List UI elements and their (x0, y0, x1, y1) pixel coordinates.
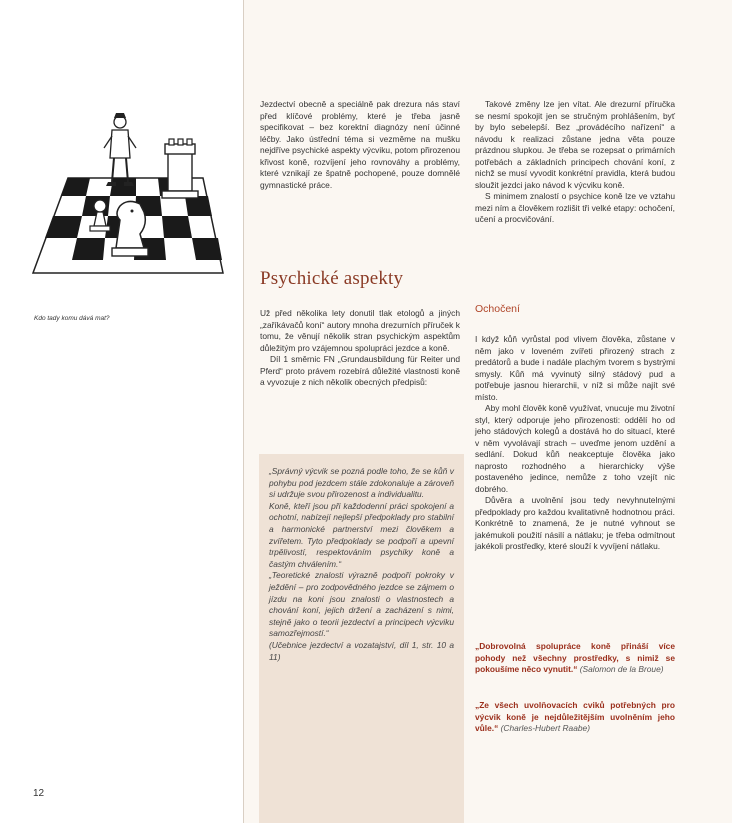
quote-text: „Ze všech uvolňovacích cviků potřebných pro výcvik koně je nejdůležitějším uvolněním jeho vůle.“ (475, 700, 675, 733)
red-quote-1 (475, 641, 675, 676)
red-quote-2 (475, 700, 675, 735)
psych-text (260, 308, 460, 389)
quote-text: „Dobrovolná spolupráce koně přináší více pohody než všechny prostředky, s nimiž se pokoušíme něco vynutit.“ (475, 641, 675, 674)
page-number: 12 (33, 788, 45, 799)
quote-paragraph: „Teoretické znalosti výrazně podpoří pokroky v ježdění – pro zodpovědného jezdce se zájmem o jízdu na koni jsou znalosti o vlastnostech a chování koní, jejich držení a zacházení s nimi, stejně jako o teorii jezdectví a principech výcviku samozřejmostí.“ (269, 570, 454, 639)
paragraph: Už před několika lety donutil tlak etologů a jiných „zaříkávačů koní“ autory mnoha drezurních příruček k tomu, že věnují několik stran psychickým aspektům důležitým pro vzájemnou spolupráci jezdce a koně. (260, 308, 460, 353)
quote-author: (Charles-Hubert Raabe) (500, 723, 590, 733)
quote-paragraph: Koně, kteří jsou při každodenní práci spokojení a ochotní, nabízejí nejlepší předpoklady pro stabilní a harmonické partnerství mezi člověkem a zvířetem. Tyto předpoklady se podpoří a upevní trpělivostí, respektováním psychiky koně a častým chválením.“ (269, 500, 454, 569)
horseman-figure (104, 113, 136, 186)
col2-top-text (475, 99, 675, 226)
illustration-caption: Kdo tady komu dává mat? (34, 315, 110, 322)
paragraph: Jezdectví obecně a speciálně pak drezura nás staví před klíčové problémy, které je třeba jasně specifikovat – bez korektní diagnózy není účinné léčby. Jako ústřední téma si vezměme na mušku nejdříve psychické aspekty výcviku, potom přirozenou křivost koně, rozvíjení jeho rovnováhy a problémy, které vznikají ze špatně pochopené, pouze domnělé gymnastické práce. (260, 99, 460, 190)
section-heading-psych: Psychické aspekty (260, 268, 404, 289)
quote-author: (Salomon de la Broue) (579, 664, 664, 674)
paragraph: I když kůň vyrůstal pod vlivem člověka, zůstane v něm jako v loveném zvířeti přirozený strach z predátorů a bude i nadále plachým tvorem s bystrými smysly. Kůň má vyvinutý silný stádový pud a potřebuje jasnou hierarchii, v níž si může najít své místo. (475, 334, 675, 402)
rook-piece (162, 139, 198, 198)
ochoceni-text (475, 334, 675, 553)
paragraph: Takové změny lze jen vítat. Ale drezurní příručka se nesmí spokojit jen se stručným prohlášením, byť by bylo sebelepší. Bez „provádécího nařízení“ a návodu k realizaci zůstane jedna věta pouze prázdnou slupkou. Je třeba se rozepsat o primárních potřebách a základních principech chování koní, z nichž se musí vyvodit konkrétní pravidla, která budou sloužit jezdci jako návod k výcviku koně. (475, 99, 675, 190)
chess-illustration (28, 108, 228, 298)
section-heading-ochoceni: Ochočení (475, 303, 520, 315)
paragraph: Díl 1 směrnic FN „Grundausbildung für Reiter und Pferd“ proto právem rozebírá důležité vlastnosti koně a vyvozuje z nich několik obecných předpisů: (260, 354, 460, 387)
quote-source: (Učebnice jezdectví a vozatajství, díl 1, str. 10 a 11) (269, 639, 454, 662)
paragraph: S minimem znalostí o psychice koně lze ve vztahu mezi ním a člověkem rozlišit tři velké etapy: ochočení, učení a procvičování. (475, 191, 675, 224)
paragraph: Aby mohl člověk koně využívat, vnucuje mu životní styl, který odporuje jeho přirozenosti: oddělí ho od jeho stádových kolegů a dostává ho do situací, které v něm vyvolávají strach – uveďme jenom uzdění a sedlání. Dokud kůň neakceptuje člověka jako naprosto rozhodného a hierarchicky výše postaveného jedince, nemůže z toho vzejít nic dobrého. (475, 403, 675, 494)
quote-paragraph: „Správný výcvik se pozná podle toho, že se kůň v pohybu pod jezdcem stále zdokonaluje a zároveň si udržuje svou přirozenost a individualitu. (269, 466, 454, 500)
quote-box (259, 454, 464, 823)
paragraph: Důvěra a uvolnění jsou tedy nevyhnutelnými předpoklady pro každou kvalitativně hodnotnou práci. Konkrétně to znamená, že je nutné vyhnout se jakémukoli použití násilí a nátlaku; je třeba odmítnout jakékoli prostředky, které slouží k vyvíjení nátlaku. (475, 495, 675, 551)
intro-text (260, 99, 460, 191)
